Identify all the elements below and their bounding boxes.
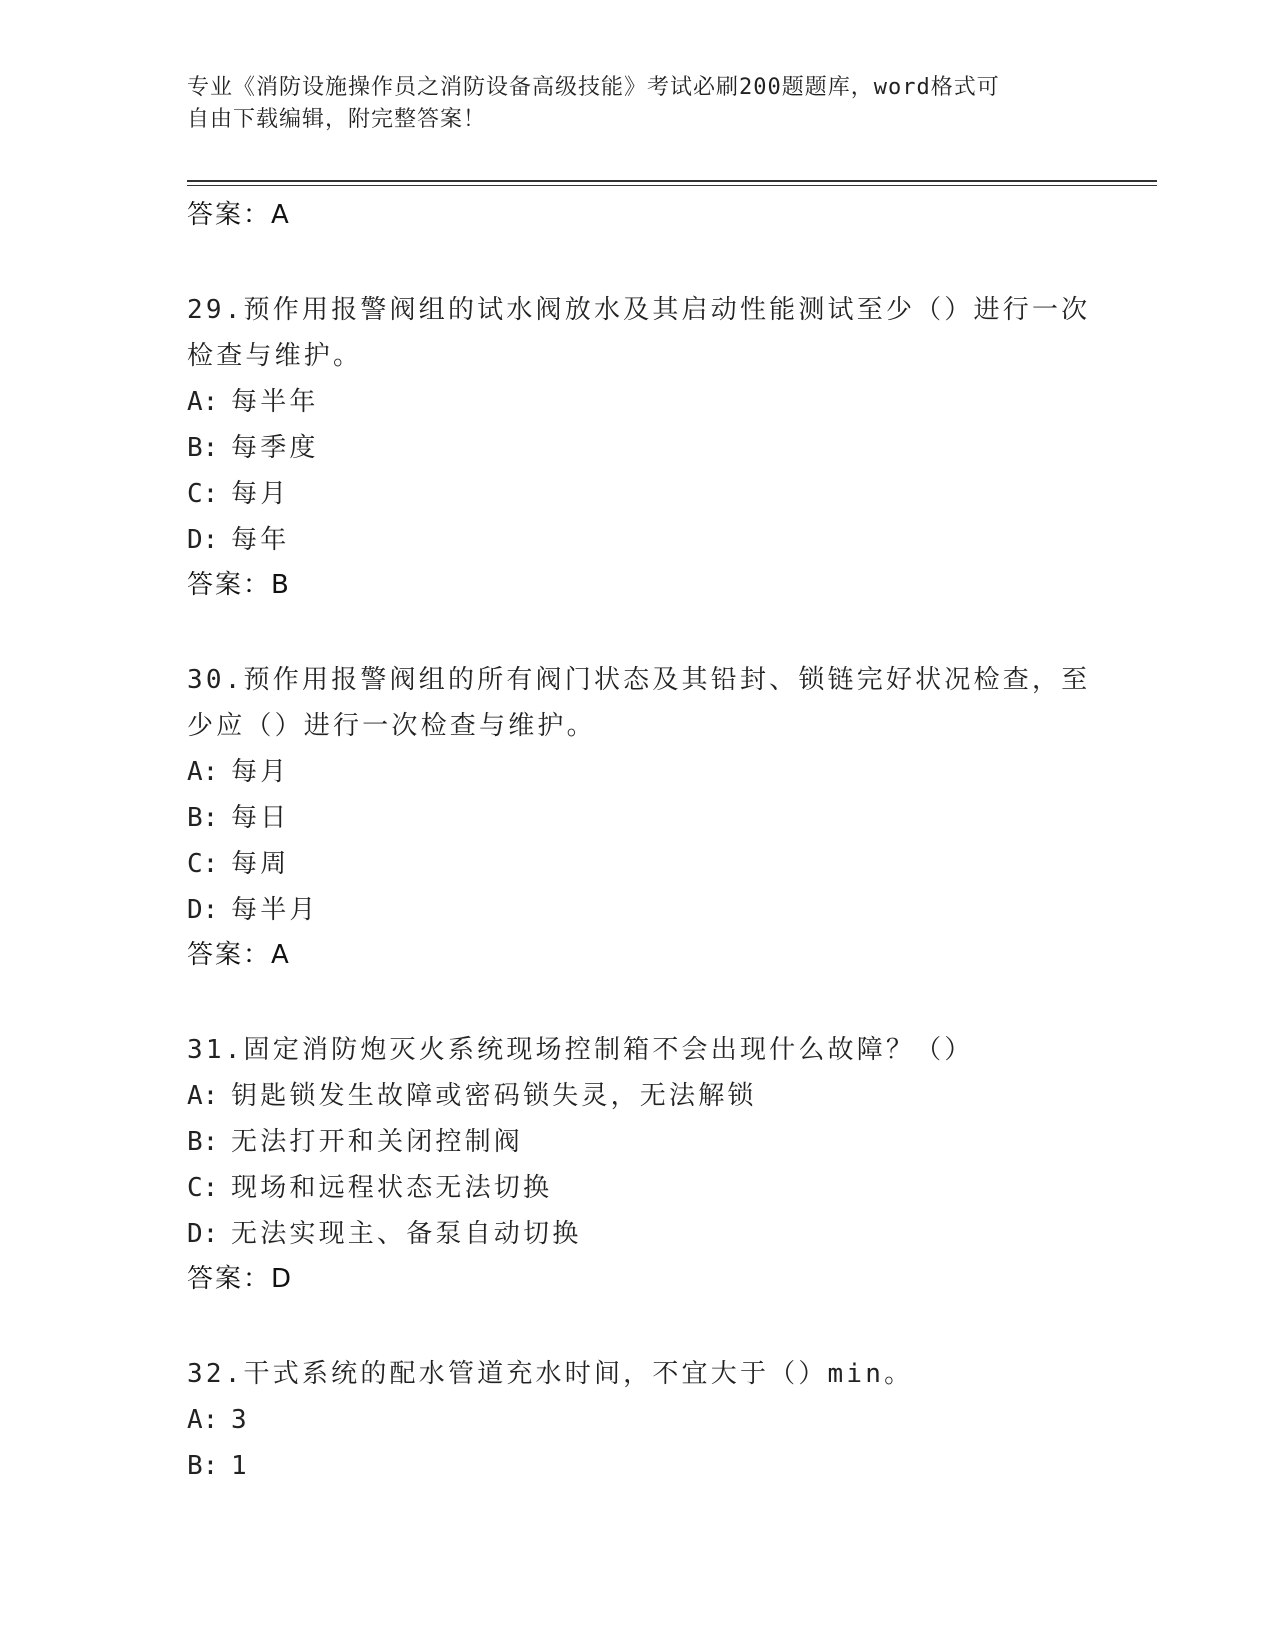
option-list [187, 379, 1087, 563]
option-key: C: [187, 849, 219, 879]
option-key: B: [187, 433, 219, 463]
option-text: 每半月 [231, 895, 319, 925]
option-a [187, 1397, 1087, 1443]
option-key: A: [187, 387, 219, 417]
stem-line-2: 检查与维护。 [187, 341, 363, 371]
option-key: B: [187, 1451, 219, 1481]
answer-line [187, 563, 1087, 607]
option-a [187, 1073, 1087, 1119]
option-b [187, 425, 1087, 471]
option-key: B: [187, 803, 219, 833]
question-stem [187, 1351, 1087, 1397]
question-list [187, 193, 1091, 1489]
option-b [187, 1443, 1087, 1489]
option-text: 现场和远程状态无法切换 [231, 1173, 553, 1203]
option-text: 每月 [231, 757, 290, 787]
header-line-2: 自由下载编辑，附完整答案！ [187, 107, 487, 132]
option-d [187, 887, 1087, 933]
option-b [187, 1119, 1087, 1165]
option-key: D: [187, 525, 219, 555]
option-a [187, 379, 1087, 425]
header-line-1: 专业《消防设施操作员之消防设备高级技能》考试必刷200题题库，word格式可 [187, 75, 1000, 100]
option-key: D: [187, 895, 219, 925]
option-text: 钥匙锁发生故障或密码锁失灵，无法解锁 [231, 1081, 757, 1111]
option-text: 每月 [231, 479, 290, 509]
option-text: 每日 [231, 803, 290, 833]
option-list [187, 1397, 1087, 1489]
answer-value: A [271, 940, 290, 970]
option-text: 每周 [231, 849, 290, 879]
question-stem [187, 287, 1091, 379]
question-31 [187, 1027, 1087, 1301]
option-key: A: [187, 1081, 219, 1111]
stem-line-2: 少应（）进行一次检查与维护。 [187, 711, 596, 741]
stem-line-1: 30.预作用报警阀组的所有阀门状态及其铅封、锁链完好状况检查，至 [187, 665, 1091, 695]
question-29 [187, 287, 1091, 607]
stem-line-1: 31.固定消防炮灭火系统现场控制箱不会出现什么故障？（） [187, 1035, 974, 1065]
option-text: 3 [231, 1405, 250, 1435]
answer-label: 答案： [187, 940, 272, 970]
answer-line [187, 933, 1087, 977]
answer-label: 答案： [187, 570, 272, 600]
answer-value: B [271, 570, 290, 600]
option-key: D: [187, 1219, 219, 1249]
option-text: 无法打开和关闭控制阀 [231, 1127, 524, 1157]
option-d [187, 517, 1087, 563]
option-c [187, 1165, 1087, 1211]
option-c [187, 471, 1087, 517]
option-key: B: [187, 1127, 219, 1157]
option-b [187, 795, 1087, 841]
option-text: 每年 [231, 525, 290, 555]
answer-value: D [271, 1264, 293, 1294]
question-stem [187, 657, 1091, 749]
header-divider-thick [187, 180, 1157, 182]
option-key: C: [187, 1173, 219, 1203]
option-c [187, 841, 1087, 887]
option-d [187, 1211, 1087, 1257]
question-stem [187, 1027, 1087, 1073]
option-key: A: [187, 1405, 219, 1435]
document-header [187, 72, 1067, 136]
answer-line [187, 1257, 1087, 1301]
option-key: A: [187, 757, 219, 787]
question-30 [187, 657, 1091, 977]
option-key: C: [187, 479, 219, 509]
option-a [187, 749, 1087, 795]
option-text: 每半年 [231, 387, 319, 417]
option-text: 无法实现主、备泵自动切换 [231, 1219, 582, 1249]
answer-line-q28 [187, 193, 1087, 237]
option-text: 1 [231, 1451, 250, 1481]
question-32 [187, 1351, 1087, 1489]
option-text: 每季度 [231, 433, 319, 463]
option-list [187, 1073, 1087, 1257]
answer-value: A [271, 200, 290, 230]
header-divider-thin [187, 185, 1157, 186]
stem-line-1: 29.预作用报警阀组的试水阀放水及其启动性能测试至少（）进行一次 [187, 295, 1091, 325]
answer-label: 答案： [187, 1264, 272, 1294]
stem-line-1: 32.干式系统的配水管道充水时间，不宜大于（）min。 [187, 1359, 914, 1389]
answer-label: 答案： [187, 200, 272, 230]
option-list [187, 749, 1087, 933]
